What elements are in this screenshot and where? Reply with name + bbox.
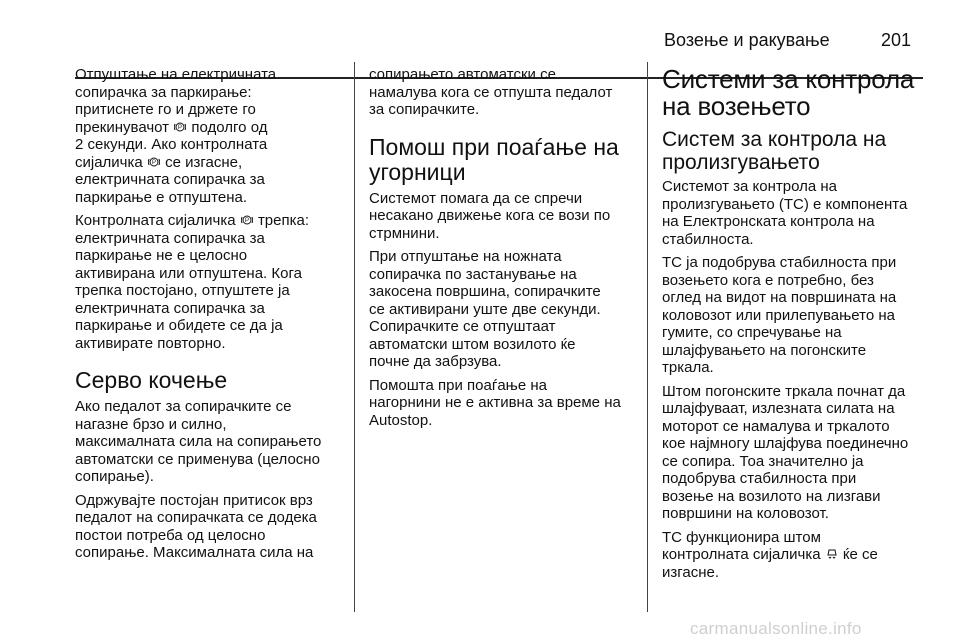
text-line: изгасне. [662,563,720,581]
text-fragment: ќе се [842,546,878,563]
text-line: за сопирачките. [369,101,480,118]
text-line: електричната сопирачка за [75,229,265,247]
text-line: сопирањето автоматски се [369,66,556,83]
text-line: педалот на сопирачката се додека [75,509,317,526]
text-line: Штом погонските тркала почнат да [662,382,906,400]
text-line: возењето кога е потребно, без [662,271,874,289]
text-line: Сопирачките се отпуштаат [369,318,556,335]
text-line [75,212,347,230]
text-line: моторот се намалува и тркалото [662,417,890,435]
text-line: несакано движење кога се вози по [369,207,611,224]
text-line: сопирачка по застанување на [369,265,577,283]
text-fragment: сијаличка [75,153,143,171]
paragraph [662,383,930,523]
text-fragment: контролната сијаличка [662,546,821,563]
column-divider [647,62,648,612]
traction-control-icon [826,548,838,560]
text-line: паркирање и обидете се да ја [75,317,283,334]
text-line: закосена површина, сопирачките [369,283,601,300]
svg-text:P: P [178,124,183,131]
text-line: нагорнини не е активна за време на [369,394,621,411]
text-line: нагазне брзо и силно, [75,415,227,433]
paragraph [369,66,635,119]
column-2 [369,66,635,435]
text-line: електричната сопирачка за [75,299,265,317]
parking-brake-icon [174,121,186,133]
header-title: Возење и ракување [664,30,830,50]
text-line: максималната сила на сопирањето [75,433,322,450]
heading-line: Системи за контрола [662,64,915,94]
text-line: При отпуштање на ножната [369,248,562,265]
paragraph [369,377,635,430]
page-number: 201 [881,30,912,50]
text-line [662,546,930,564]
paragraph [75,398,347,486]
text-line: шлајфувањето на погонските [662,341,867,359]
text-line: TC функционира штом [662,528,821,546]
section-heading [662,128,930,174]
heading-line: на возењето [662,91,811,121]
text-line: кое најмногу шлајфува поединечно [662,435,909,452]
text-fragment: се изгасне, [165,153,243,171]
text-line: активирана или отпуштена. Кога [75,264,302,282]
paragraph [662,529,930,582]
page-header [0,30,960,54]
text-line: трепка постојано, отпуштете ја [75,282,290,299]
text-line: Autostop. [369,411,433,429]
text-line: Отпуштање на електричната [75,66,277,83]
text-line: паркирање е отпуштена. [75,188,248,206]
text-line: стабилноста. [662,230,754,248]
text-line: Системот за контрола на [662,178,837,195]
paragraph [662,178,930,248]
paragraph [75,66,347,206]
text-line: пролизгувањето (TC) е компонента [662,195,908,213]
watermark: carmanualsonline.info [690,619,862,638]
text-fragment: трепка: [257,212,310,229]
text-line [75,119,347,137]
text-fragment: прекинувачот [75,118,170,136]
text-line [75,154,347,172]
text-line: сопирање. Максималната сила на [75,544,314,561]
text-line: оглед на видот на површината на [662,289,897,306]
text-line: почне да забрзува. [369,353,502,370]
section-heading: Серво кочење [75,367,228,393]
text-line: гумите, со спречување на [662,324,842,341]
heading-line: Систем за контрола на [662,128,887,151]
paragraph [75,492,347,562]
text-line: возење на возилото на лизгави [662,487,881,505]
svg-text:P: P [151,159,156,166]
section-heading [369,135,635,185]
svg-text:P: P [244,218,249,225]
text-line: шлајфуваат, излезната силата на [662,400,895,417]
text-line: електричната сопирачка за [75,171,265,188]
paragraph [662,254,930,377]
text-line: постои потреба од целосно [75,526,266,544]
text-fragment: подолго од [191,118,268,136]
text-line: притиснете го и држете го [75,101,256,118]
text-line: сопирачка за паркирање: [75,83,252,101]
text-line: се сопира. Тоа значително ја [662,452,864,470]
text-line: автоматски штом возилото ќе [369,335,576,353]
paragraph [75,212,347,352]
column-1 [75,66,347,568]
text-line: 2 секунди. Ако контролната [75,136,268,153]
paragraph [369,248,635,371]
paragraph [369,190,635,243]
chapter-heading [662,66,930,120]
column-3 [662,66,930,587]
text-line: Системот помага да се спречи [369,189,583,207]
parking-brake-icon [241,214,253,226]
text-line: паркирање не е целосно [75,247,248,264]
text-line: автоматски се применува (целосно [75,450,320,468]
text-line: стрмнини. [369,224,440,242]
text-line: тркала. [662,359,714,376]
text-line: Помошта при поаѓање на [369,376,547,394]
text-line: Одржувајте постојан притисок врз [75,491,313,509]
text-line: се активирани уште две секунди. [369,300,601,318]
text-line: TC ја подобрува стабилноста при [662,254,897,271]
text-line: Ако педалот за сопирачките се [75,398,292,415]
text-fragment: Контролната сијаличка [75,212,236,229]
text-line: на Електронската контрола на [662,213,875,230]
column-divider [354,62,355,612]
heading-line: пролизгувањето [662,151,820,174]
text-line: подобрува стабилноста при [662,470,857,487]
text-line: намалува кога се отпушта педалот [369,83,613,101]
parking-brake-icon [148,156,160,168]
text-line: активирате повторно. [75,334,226,352]
text-line: сопирање). [75,468,154,485]
heading-line: Помош при поаѓање на [369,133,619,160]
heading-line: угорници [369,158,466,185]
text-line: површини на коловозот. [662,505,829,522]
text-line: коловозот или прилепувањето на [662,306,895,324]
